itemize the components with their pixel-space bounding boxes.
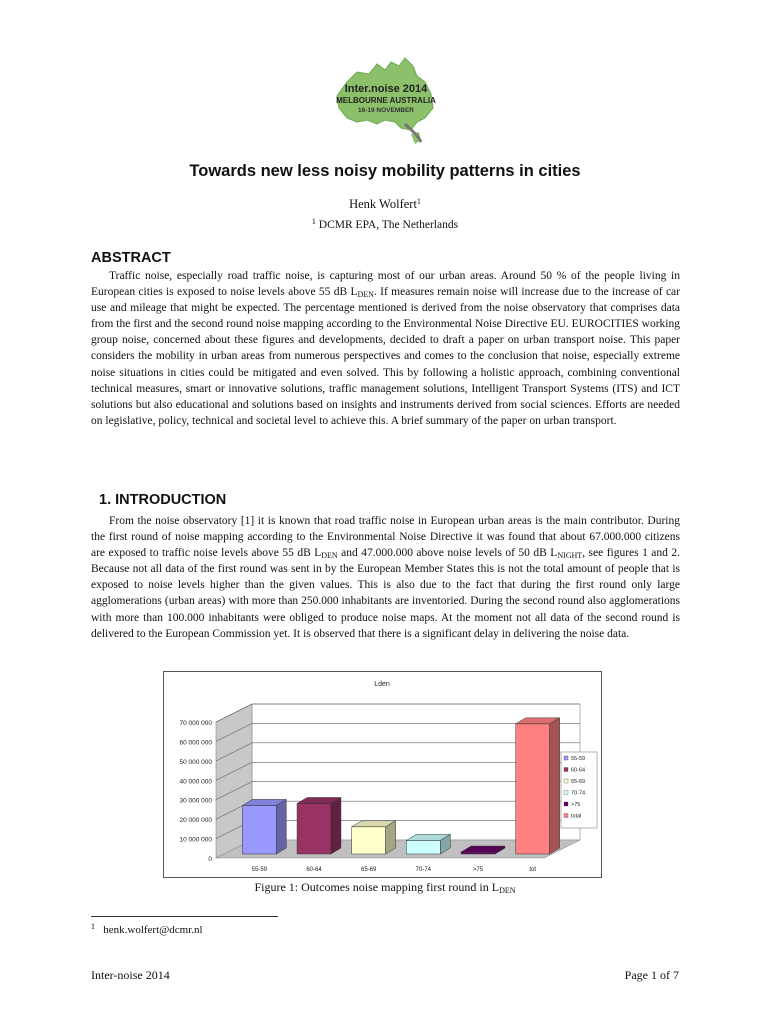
chart-ytick-label: 20 000 000 xyxy=(179,817,212,825)
chart-ytick-label: 0 xyxy=(208,856,212,863)
chart-legend-swatch xyxy=(564,814,568,818)
chart-bar-side xyxy=(331,797,341,854)
chart-bar-tot xyxy=(516,724,550,854)
chart-xtick-label: 65-69 xyxy=(360,867,377,873)
logo-line3: 16-19 NOVEMBER xyxy=(358,107,414,114)
intro-sub-night: NIGHT xyxy=(557,551,583,561)
bar-chart-svg xyxy=(164,672,601,877)
chart-title: Lden xyxy=(374,681,390,688)
abstract-body xyxy=(91,268,680,429)
affiliation-line xyxy=(0,219,770,231)
chart-legend-label: >75 xyxy=(571,802,581,808)
chart-ytick-label: 40 000 000 xyxy=(179,778,212,786)
conference-logo xyxy=(327,52,445,148)
australia-map-icon xyxy=(327,52,445,148)
footer-page-number: Page 1 of 7 xyxy=(624,968,679,982)
intro-text-2: and 47.000.000 above noise levels of 50 dB L xyxy=(337,547,558,560)
footnote xyxy=(91,924,203,936)
author-mark: 1 xyxy=(416,197,421,206)
chart-legend-swatch xyxy=(564,802,568,806)
abstract-sub-den: DEN xyxy=(357,290,374,300)
footnote-email[interactable]: henk.wolfert@dcmr.nl xyxy=(103,924,203,936)
author-name: Henk Wolfert xyxy=(349,197,417,211)
paper-title: Towards new less noisy mobility patterns in cities xyxy=(189,162,581,180)
chart-legend-label: 55-59 xyxy=(571,756,586,762)
chart-xtick-label: 55-59 xyxy=(251,867,268,873)
footer-conference: Inter-noise 2014 xyxy=(91,968,170,982)
chart-legend-label: 65-69 xyxy=(571,779,586,785)
chart-ytick-label: 30 000 000 xyxy=(179,797,212,805)
logo-line1: Inter.noise 2014 xyxy=(344,83,428,95)
abstract-text-2: . If measures remain noise will increase due to the increase of car use and mileage that might be expected. The percentage mentioned is derived from the noise observatory that comprises data from the first and the second round noise mapping according to the Environmental Noise Directive EU. EUROCITIES working group noise, concerned about these figures and developments, decided to draft a paper on urban transport noise. This paper considers the mobility in urban areas from numerous perspectives and comes to the conclusion that noise, especially extreme noise situations in cities could be mitigated and even solved. This by following a holistic approach, combining conventional technical measures, smart or innovative solutions, traffic management solutions, Intelligent Transport Systems (ITS) and ICT solutions but also educational and solutions based on insights and instruments derived from social sciences. Efforts are needed on legislative, policy, technical and societal level to achieve this. A brief summary of the paper on urban transport. xyxy=(91,286,680,427)
chart-bar-75 xyxy=(461,852,495,854)
chart-ytick-label: 60 000 000 xyxy=(179,739,212,747)
logo-line2: MELBOURNE AUSTRALIA xyxy=(336,96,436,105)
author-line xyxy=(0,197,770,212)
affiliation-text: DCMR EPA, The Netherlands xyxy=(318,219,459,231)
footnote-mark: 1 xyxy=(91,922,95,931)
chart-legend-swatch xyxy=(564,756,568,760)
chart-xtick-label: 70-74 xyxy=(415,867,432,873)
chart-legend-label: 70-74 xyxy=(571,790,586,797)
intro-sub-den: DEN xyxy=(321,551,338,561)
abstract-heading: ABSTRACT xyxy=(91,250,171,266)
chart-bar-side xyxy=(550,718,560,854)
chart-legend-swatch xyxy=(564,779,568,783)
chart-xtick-label: 60-64 xyxy=(306,867,322,873)
chart-bar-5559 xyxy=(242,805,276,854)
figure-caption xyxy=(0,880,770,895)
chart-xtick-label: >75 xyxy=(472,867,484,873)
chart-legend-label: 60-64 xyxy=(571,767,586,774)
chart-bar-side xyxy=(386,821,396,854)
introduction-heading: 1. INTRODUCTION xyxy=(99,492,227,508)
abstract-text-1: Traffic noise, especially road traffic noise, is capturing most of our urban areas. Around 50 % of the people living in European cities is exposed to noise levels above 55 dB L xyxy=(91,270,680,299)
figure-caption-text: Figure 1: Outcomes noise mapping first round in L xyxy=(254,880,500,894)
chart-legend-swatch xyxy=(564,768,568,772)
introduction-body xyxy=(91,513,680,642)
intro-text-1: From the noise observatory [1] it is known that road traffic noise in European urban areas is the main contributor. During the first round of noise mapping according to the Environmental Noise Directive it was found that about 67.000.000 citizens are exposed to traffic noise levels above 55 dB L xyxy=(91,515,680,560)
chart-legend-label: total xyxy=(571,813,582,820)
figure-1-chart xyxy=(163,671,602,878)
chart-bar-side xyxy=(276,799,286,854)
chart-ytick-label: 50 000 000 xyxy=(179,758,212,766)
footnote-divider xyxy=(91,916,278,917)
chart-bar-7074 xyxy=(406,840,440,854)
figure-caption-sub: DEN xyxy=(499,886,516,895)
chart-legend-swatch xyxy=(564,791,568,795)
chart-ytick-label: 70 000 000 xyxy=(179,720,212,727)
chart-bar-6569 xyxy=(352,827,386,854)
intro-text-3: , see figures 1 and 2. Because not all data of the first round was sent in by the European Member States this is not the total amount of people that is exposed to noise levels higher than the given values. This is also due to the fact that during the first round only large agglomerations (urban areas) with more than 250.000 inhabitants are inventoried. During the second round also agglomerations with more than 100.000 inhabitants were obliged to produce noise maps. At the moment not all data of the second round is delivered to the European Commission yet. It is observed that there is a significant delay in delivering the noise data. xyxy=(91,547,680,640)
chart-ytick-label: 10 000 000 xyxy=(179,836,212,844)
chart-bar-6064 xyxy=(297,803,331,854)
affiliation-mark: 1 xyxy=(311,217,316,226)
chart-xtick-label: tot xyxy=(529,867,537,873)
